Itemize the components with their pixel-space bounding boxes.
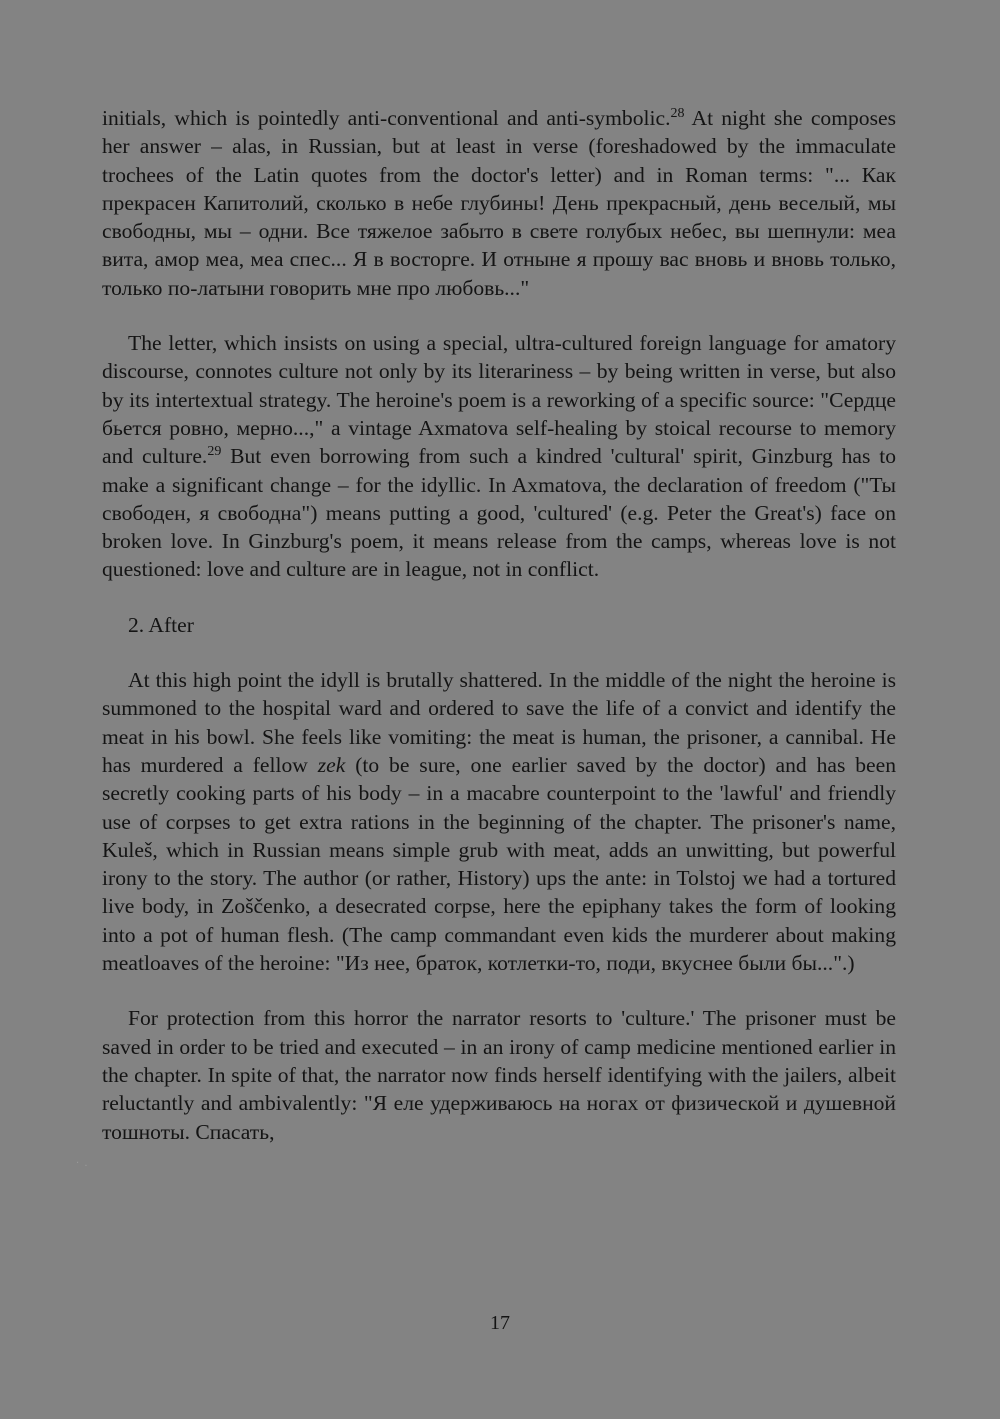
paragraph-2 xyxy=(102,329,896,584)
page-body xyxy=(102,104,896,1146)
text-run: At this high point the idyll is brutally shattered. In the middle of the night the heroine is summoned to the hospital ward and ordered to save the life of a convict and identify the meat in his bowl. She feels like vomiting: the meat is human, the prisoner, a cannibal. He has murdered a fellow xyxy=(102,668,896,777)
paragraph-1 xyxy=(102,104,896,302)
italic-term: zek xyxy=(317,752,346,777)
paragraph-4 xyxy=(102,1004,896,1145)
text-run: initials, which is pointedly anti-conventional and anti-symbolic. xyxy=(102,106,671,130)
text-run: For protection from this horror the narrator resorts to 'culture.' The prisoner must be saved in order to be tried and executed – in an irony of camp medicine mentioned earlier in the chapter. In spite of that, the narrator now finds herself identifying with the jailers, albeit reluctantly and ambivalently: "Я еле удерживаюсь на ногах от физической и душевной тошноты. Спасать, xyxy=(102,1006,896,1144)
paragraph-3 xyxy=(102,666,896,977)
section-heading xyxy=(102,611,896,639)
text-run: (to be sure, one earlier saved by the doctor) and has been secretly cooking parts of his body – in a macabre counterpoint to the 'lawful' and friendly use of corpses to get extra rations in the beginning of the chapter. The prisoner's name, Kuleš, which in Russian means simple grub with meat, adds an unwitting, but powerful irony to the story. The author (or rather, History) ups the ante: in Tolstoj we had a tortured live body, in Zoščenko, a desecrated corpse, here the epiphany takes the form of looking into a pot of human flesh. (The camp commandant even kids the murderer about making meatloaves of the heroine: "Из нее, браток, котлетки-то, поди, вкуснее были бы...".) xyxy=(102,752,896,976)
text-run: But even borrowing from such a kindred 'cultural' spirit, Ginzburg has to make a significant change – for the idyllic. In Axmatova, the declaration of freedom ("Ты свободен, я свободна") means putting a good, 'cultured' (e.g. Peter the Great's) face on broken love. In Ginzburg's poem, it means release from the camps, whereas love is not questioned: love and culture are in league, not in conflict. xyxy=(102,444,896,582)
text-run: At night she composes her answer – alas, in Russian, but at least in verse (foreshadowed by the immaculate trochees of the Latin quotes from the doctor's letter) and in Roman terms: "... Как прекрасен Капитолий, сколько в небе глубины! День прекрасный, день веселый, мы свободны, мы – одни. Все тяжелое забыто в свете голубых небес, вы шепнули: меа вита, амор меа, меа спес... Я в восторге. И отныне я прошу вас вновь и вновь только, только по-латыни говорить мне про любовь..." xyxy=(102,106,896,300)
page-number: 17 xyxy=(490,1312,510,1334)
footnote-ref: 29 xyxy=(207,444,222,460)
footnote-ref: 28 xyxy=(670,106,685,121)
text-run: The letter, which insists on using a special, ultra-cultured foreign language for amatory discourse, connotes culture not only by its literariness – by being written in verse, but also by its intertextual strategy. The heroine's poem is a reworking of a specific source: "Сердце бьется ровно, мерно...," a vintage Axmatova self-healing by stoical recourse to memory and culture. xyxy=(102,331,896,469)
section-heading-label: 2. After xyxy=(128,612,194,637)
scan-speck: · . xyxy=(76,1158,89,1169)
